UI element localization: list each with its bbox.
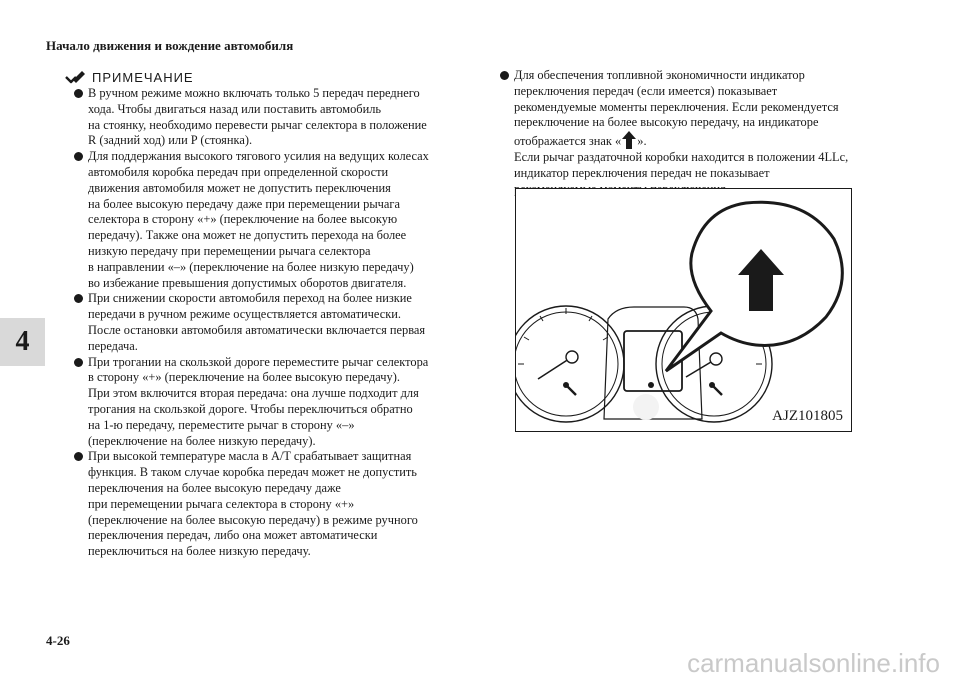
text-line: во избежание превышения допустимых оборотов двигателя. xyxy=(88,275,407,290)
fuel-pump-icon xyxy=(563,382,576,395)
text-line: При снижении скорости автомобиля переход на более низкие xyxy=(88,291,412,306)
page-number: 4-26 xyxy=(46,633,70,648)
text-line: трогания на скользкой дороге. Чтобы переключиться обратно xyxy=(88,401,413,416)
text-line: передачу). Также она может не допустить перехода на более xyxy=(88,228,407,243)
text-line: на стоянку, необходимо перевести рычаг селектора в положение xyxy=(88,117,427,132)
text-line: (переключение на более низкую передачу). xyxy=(88,433,316,448)
text-line: При этом включится вторая передача: она лучше подходит для xyxy=(88,386,419,401)
text-line: переключения передач (если имеется) показывает xyxy=(514,83,778,98)
text-line: индикатор переключения передач не показывает xyxy=(514,165,770,180)
text-line: в сторону «+» (переключение на более высокую передачу). xyxy=(88,370,400,385)
text-fragment: ». xyxy=(637,134,647,149)
chapter-tab[interactable]: 4 xyxy=(0,318,45,366)
text-line: После остановки автомобиля автоматически включается первая xyxy=(88,322,426,337)
text-line: При высокой температуре масла в A/T срабатывает защитная xyxy=(88,449,412,464)
text-line: переключиться на более низкую передачу. xyxy=(88,544,311,559)
text-fragment: отображается знак « xyxy=(514,134,622,149)
note-item xyxy=(74,86,464,149)
text-line: Для поддержания высокого тягового усилия на ведущих колесах xyxy=(88,149,429,164)
text-line: передачи в ручном режиме осуществляется автоматически. xyxy=(88,307,401,322)
text-line: передача. xyxy=(88,338,138,353)
text-line: (переключение на более высокую передачу) в режиме ручного xyxy=(88,512,418,527)
text-line: на 1-ю передачу, переместите рычаг в сторону «–» xyxy=(88,417,355,432)
note-item xyxy=(74,449,464,560)
note-item xyxy=(74,149,464,291)
text-line: на более высокую передачу даже при перемещении рычага xyxy=(88,196,400,211)
text-line: В ручном режиме можно включать только 5 передач переднего xyxy=(88,86,420,100)
text-line: селектора в сторону «+» (переключение на более высокую xyxy=(88,212,398,227)
text-line: движения автомобиля может не допустить переключения xyxy=(88,180,391,195)
section-header: Начало движения и вождение автомобиля xyxy=(46,38,294,53)
note-heading-text: ПРИМЕЧАНИЕ xyxy=(92,69,194,85)
note-item xyxy=(500,68,890,197)
text-line: R (задний ход) или P (стоянка). xyxy=(88,133,253,148)
text-line: рекомендуемые моменты переключения. Если рекомендуется xyxy=(514,99,839,114)
up-arrow-icon xyxy=(622,131,636,149)
instrument-cluster-illustration xyxy=(516,189,851,431)
text-line: Если рычаг раздаточной коробки находится в положении 4LLc, xyxy=(514,149,849,164)
note-item xyxy=(74,291,464,354)
text-line: Для обеспечения топливной экономичности индикатор xyxy=(514,68,805,82)
note-heading xyxy=(64,69,194,85)
text-line: переключения передач, либо она может автоматически xyxy=(88,528,378,543)
text-line: при перемещении рычага селектора в сторону «+» xyxy=(88,496,355,511)
text-line: функция. В таком случае коробка передач может не допустить xyxy=(88,465,417,480)
text-line: переключение на более высокую передачу, на индикаторе xyxy=(514,115,819,130)
text-line: в направлении «–» (переключение на более низкую передачу) xyxy=(88,259,414,274)
note-list xyxy=(74,86,464,560)
pencil-check-icon xyxy=(64,69,86,85)
text-line: переключения на более высокую передачу даже xyxy=(88,480,341,495)
temperature-icon xyxy=(709,382,722,395)
note-item xyxy=(74,355,464,450)
shift-indicator-item xyxy=(500,68,890,197)
figure-label: AJZ101805 xyxy=(772,408,843,424)
text-line-with-icon xyxy=(514,131,890,150)
instrument-cluster-figure xyxy=(515,188,852,432)
watermark[interactable]: carmanualsonline.info xyxy=(687,648,940,678)
text-line: При трогании на скользкой дороге переместите рычаг селектора xyxy=(88,354,429,369)
text-line: автомобиля коробка передач при определенной скорости xyxy=(88,164,389,179)
text-line: низкую передачу при перемещении рычага селектора xyxy=(88,243,371,258)
text-line: хода. Чтобы двигаться назад или поставить автомобиль xyxy=(88,101,382,116)
